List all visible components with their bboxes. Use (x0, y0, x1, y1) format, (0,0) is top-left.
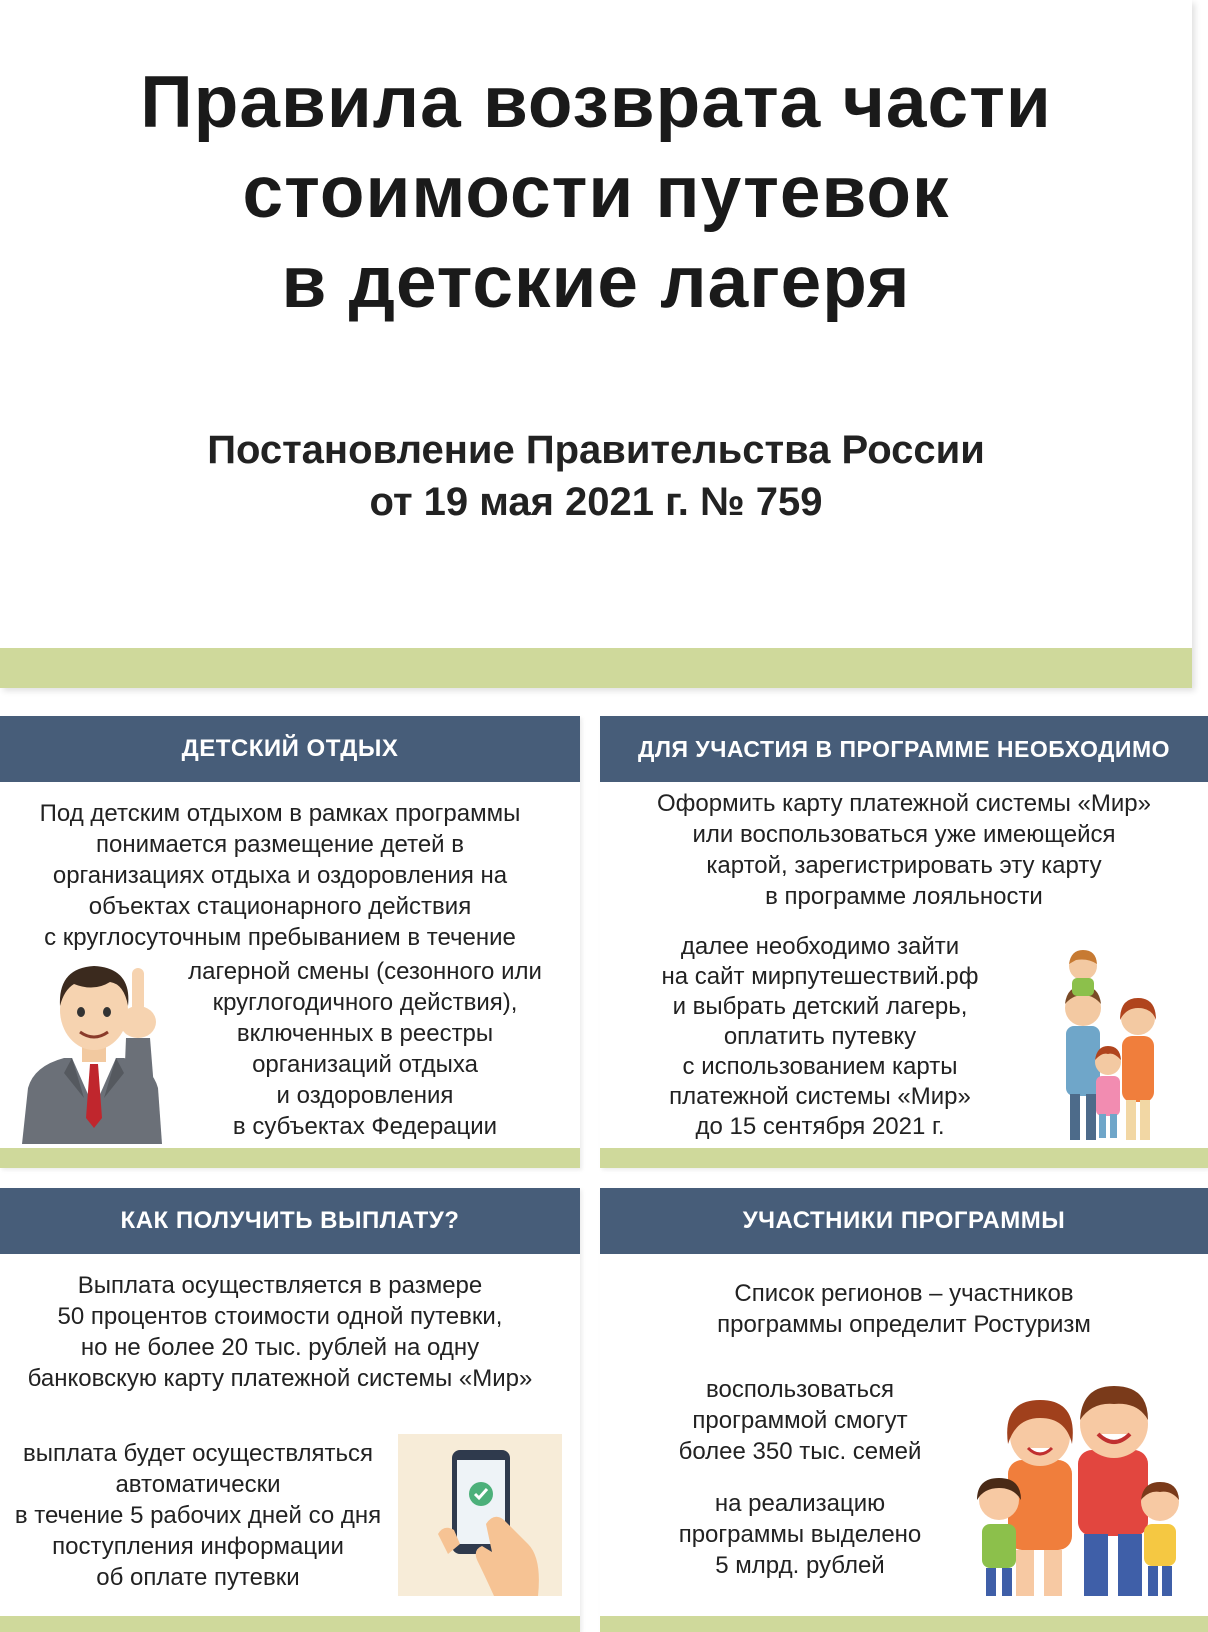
title-line: Правила возврата части (140, 62, 1052, 143)
card-text-bottom (620, 932, 1020, 1142)
card-text-top (0, 798, 560, 953)
text-line: организациях отдыха и оздоровления на (52, 862, 508, 889)
card-text-top (0, 1270, 560, 1394)
text-line: в субъектах Федерации (232, 1113, 498, 1140)
text-line: на сайт мирпутешествий.рф (661, 963, 979, 990)
header-accent-stripe (0, 648, 1192, 688)
text-line: программой смогут (692, 1407, 908, 1434)
text-line: Оформить карту платежной системы «Мир» (657, 790, 1151, 817)
text-line: далее необходимо зайти (680, 933, 960, 960)
text-line: программы определит Ростуризм (717, 1311, 1091, 1338)
text-line: в течение 5 рабочих дней со дня (14, 1502, 382, 1529)
text-line: объектах стационарного действия (88, 893, 472, 920)
text-line: платежной системы «Мир» (669, 1083, 971, 1110)
text-line: с использованием карты (682, 1053, 958, 1080)
text-line: выплата будет осуществляться (22, 1440, 374, 1467)
subtitle-line: Постановление Правительства России (207, 428, 985, 472)
text-line: более 350 тыс. семей (678, 1438, 922, 1465)
text-line: понимается размещение детей в (95, 831, 464, 858)
card-text-bottom (0, 1438, 396, 1593)
card-accent-stripe (600, 1148, 1208, 1168)
card-text-mid (600, 1374, 1000, 1467)
card-text-top (600, 788, 1208, 912)
text-line: на реализацию (714, 1490, 886, 1517)
card-payment (0, 1188, 580, 1632)
card-accent-stripe (0, 1148, 580, 1168)
text-line: программы выделено (678, 1521, 922, 1548)
text-line: и оздоровления (276, 1082, 454, 1109)
title-line: в детские лагеря (281, 242, 911, 323)
text-line: но не более 20 тыс. рублей на одну (80, 1334, 480, 1361)
text-line: банковскую карту платежной системы «Мир» (27, 1365, 533, 1392)
text-line: об оплате путевки (96, 1564, 300, 1591)
text-line: Список регионов – участников (734, 1280, 1074, 1307)
text-line: организаций отдыха (252, 1051, 478, 1078)
text-line: и выбрать детский лагерь, (672, 993, 968, 1020)
text-line: поступления информации (52, 1533, 344, 1560)
card-text-top (600, 1278, 1208, 1340)
phone-payment-illustration (398, 1434, 562, 1596)
title-line: стоимости путевок (242, 152, 950, 233)
text-line: оплатить путевку (723, 1023, 917, 1050)
parents-children-illustration (968, 1374, 1188, 1600)
page-subtitle (0, 424, 1192, 528)
card-text-side (155, 956, 575, 1142)
text-line: круглогодичного действия), (212, 989, 518, 1016)
card-header: УЧАСТНИКИ ПРОГРАММЫ (600, 1188, 1208, 1254)
card-requirements (600, 716, 1208, 1168)
text-line: в программе лояльности (765, 883, 1043, 910)
text-line: Выплата осуществляется в размере (77, 1272, 483, 1299)
text-line: с круглосуточным пребыванием в течение (44, 924, 516, 951)
text-line: включенных в реестры (236, 1020, 494, 1047)
text-line: воспользоваться (705, 1376, 895, 1403)
card-header: ДЕТСКИЙ ОТДЫХ (0, 716, 580, 782)
card-accent-stripe (0, 1616, 580, 1632)
text-line: лагерной смены (сезонного или (188, 958, 542, 985)
text-line: Под детским отдыхом в рамках программы (39, 800, 521, 827)
header-panel (0, 0, 1192, 688)
businessman-illustration (14, 948, 164, 1144)
card-text-bottom (600, 1488, 1000, 1581)
page-title (0, 58, 1192, 328)
text-line: или воспользоваться уже имеющейся (692, 821, 1116, 848)
card-participants (600, 1188, 1208, 1632)
text-line: автоматически (115, 1471, 281, 1498)
card-childrens-rest (0, 716, 580, 1168)
card-header: ДЛЯ УЧАСТИЯ В ПРОГРАММЕ НЕОБХОДИМО (600, 716, 1208, 782)
text-line: картой, зарегистрировать эту карту (706, 852, 1102, 879)
family-illustration (1036, 936, 1186, 1146)
text-line: до 15 сентября 2021 г. (695, 1113, 945, 1140)
text-line: 5 млрд. рублей (715, 1552, 885, 1579)
subtitle-line: от 19 мая 2021 г. № 759 (369, 480, 823, 524)
text-line: 50 процентов стоимости одной путевки, (57, 1303, 503, 1330)
card-header: КАК ПОЛУЧИТЬ ВЫПЛАТУ? (0, 1188, 580, 1254)
card-accent-stripe (600, 1616, 1208, 1632)
